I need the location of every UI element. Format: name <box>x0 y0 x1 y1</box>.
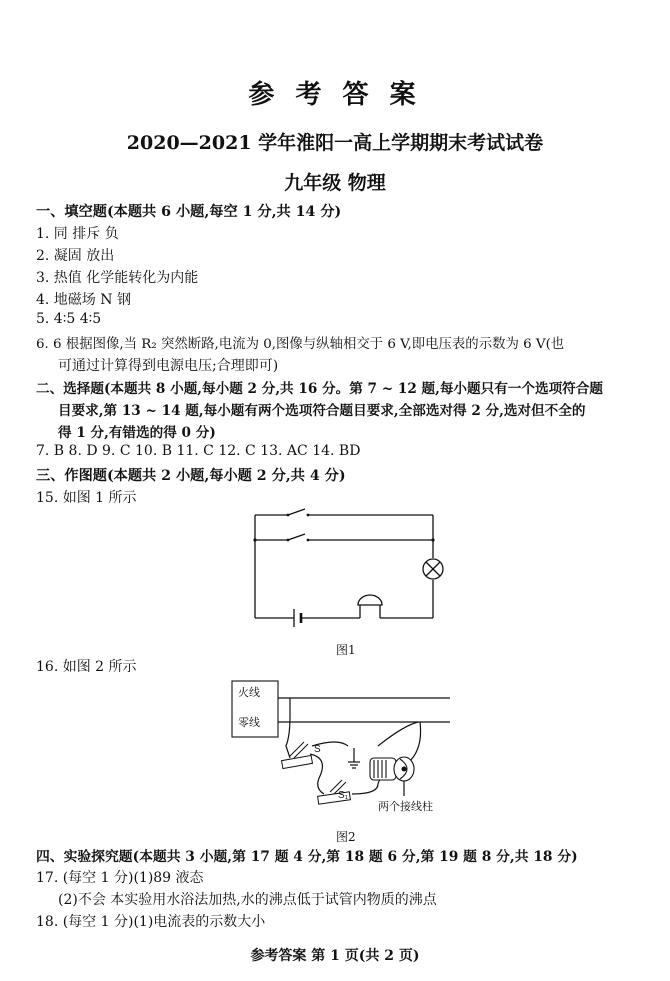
answer-17-1: 17. (每空 1 分)(1)89 液态 <box>36 870 204 886</box>
answer-17-2: (2)不会 本实验用水浴法加热,水的沸点低于试管内物质的沸点 <box>58 892 437 908</box>
section-heading-choice-2: 目要求,第 13 ~ 14 题,每小题有两个选项符合题目要求,全部选对得 2 分,选对但不全的 <box>58 403 586 419</box>
label-live-wire: 火线 <box>238 687 260 699</box>
answer-6-line2: 可通过计算得到电源电压;合理即可) <box>58 358 279 374</box>
section-heading-choice-3: 得 1 分,有错选的得 0 分) <box>58 425 216 441</box>
label-switch-s: S <box>314 744 321 755</box>
answer-18-1: 18. (每空 1 分)(1)电流表的示数大小 <box>36 914 266 930</box>
figure-2-wiring <box>228 676 454 824</box>
section-heading-fill-blank: 一、填空题(本题共 6 小题,每空 1 分,共 14 分) <box>36 204 342 220</box>
figure-2-caption: 图2 <box>336 830 356 844</box>
answer-6-line1: 6. 6 根据图像,当 R₂ 突然断路,电流为 0,图像与纵轴相交于 6 V,即电压表的示数为 6 V(也 <box>36 337 565 352</box>
question-16: 16. 如图 2 所示 <box>36 659 137 675</box>
figure-1-circuit <box>250 508 450 628</box>
grade-subject: 九年级 物理 <box>284 172 386 194</box>
answer-5: 5. 4∶5 4∶5 <box>36 311 102 327</box>
label-two-terminals: 两个接线柱 <box>378 801 433 813</box>
page-footer: 参考答案 第 1 页(共 2 页) <box>250 948 420 964</box>
question-15: 15. 如图 1 所示 <box>36 490 137 506</box>
label-neutral-wire: 零线 <box>238 717 260 729</box>
section-heading-drawing: 三、作图题(本题共 2 小题,每小题 2 分,共 4 分) <box>36 468 346 484</box>
page-title: 参 考 答 案 <box>248 80 422 110</box>
section-heading-choice-1: 二、选择题(本题共 8 小题,每小题 2 分,共 16 分。第 7 ~ 12 题,每小题只有一个选项符合题 <box>36 381 603 397</box>
section-heading-experiment: 四、实验探究题(本题共 3 小题,第 17 题 4 分,第 18 题 6 分,第 19 题 8 分,共 18 分) <box>36 849 578 865</box>
label-switch-s1: S₁ <box>338 790 349 801</box>
choice-answers: 7. B 8. D 9. C 10. B 11. C 12. C 13. AC 14. BD <box>36 443 361 459</box>
answer-4: 4. 地磁场 N 钢 <box>36 292 131 308</box>
exam-subtitle: 2020—2021 学年淮阳一高上学期期末考试试卷 <box>126 132 544 154</box>
answer-3: 3. 热值 化学能转化为内能 <box>36 270 199 286</box>
answer-1: 1. 同 排斥 负 <box>36 226 119 242</box>
figure-1-caption: 图1 <box>336 643 356 657</box>
answer-2: 2. 凝固 放出 <box>36 248 115 264</box>
